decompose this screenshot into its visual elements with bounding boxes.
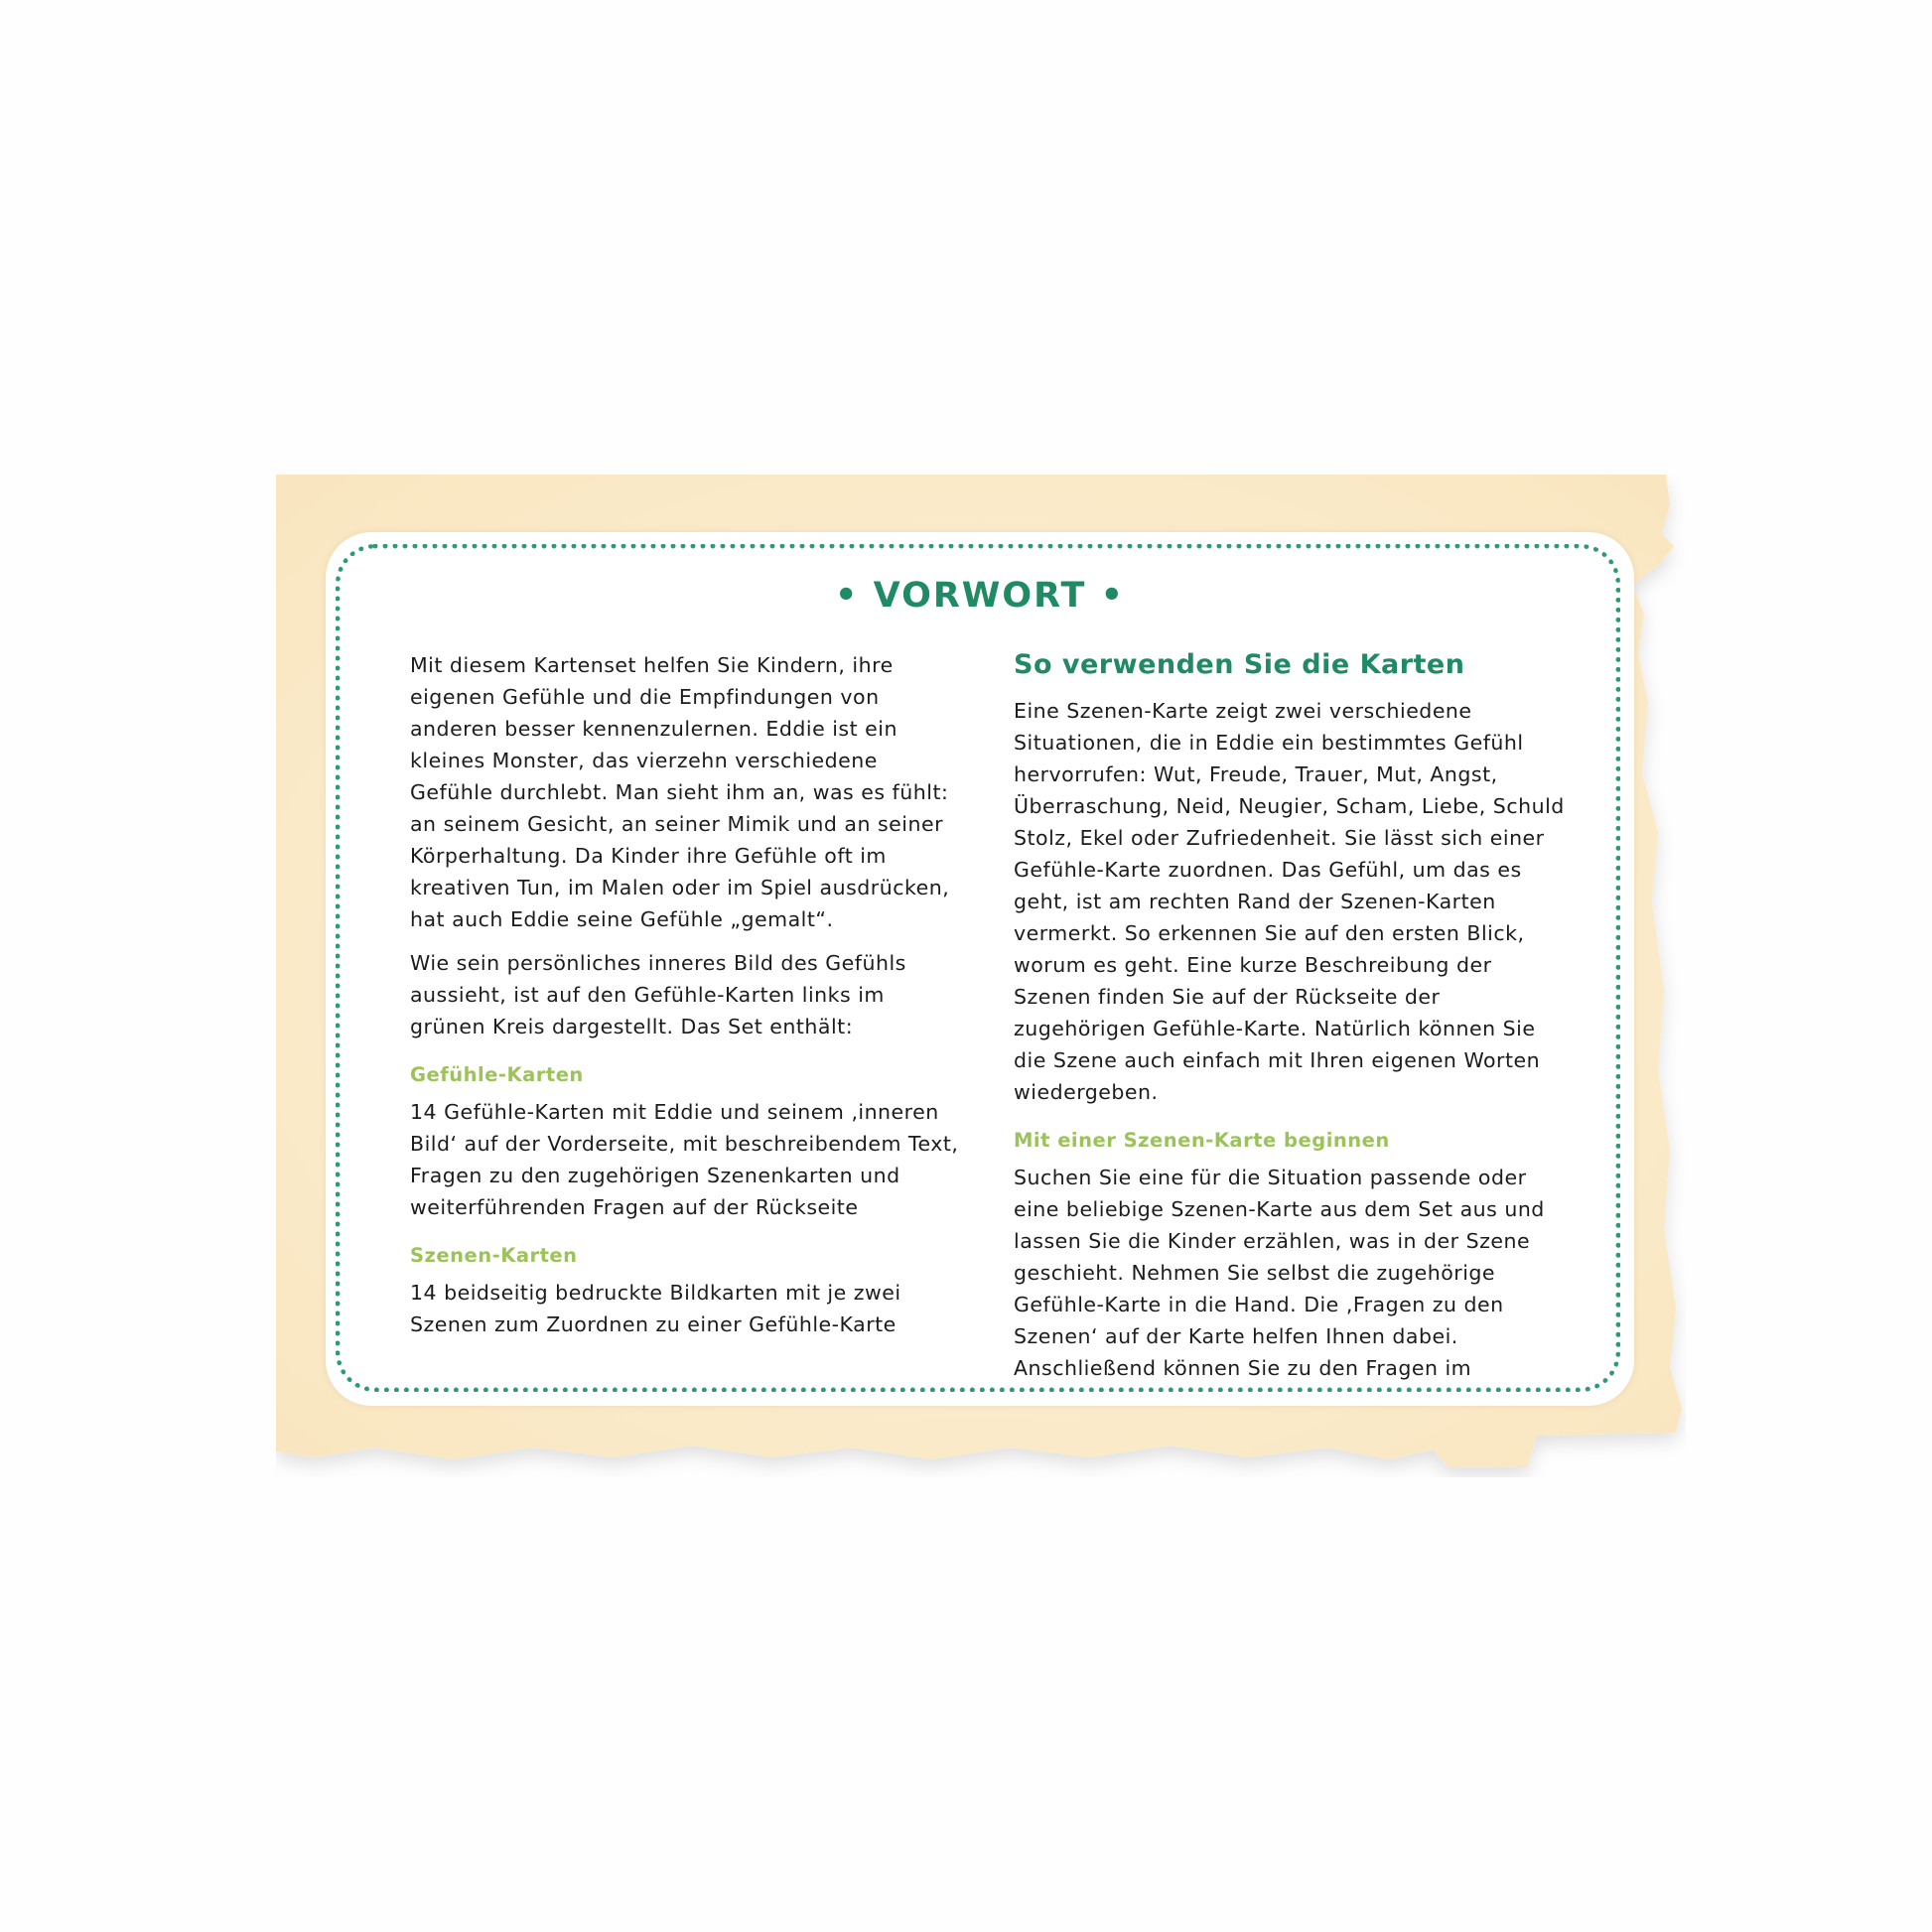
scene-cards-heading: Szenen-Karten — [410, 1244, 578, 1267]
card-content-panel — [326, 532, 1634, 1406]
start-with-scene-text: Suchen Sie eine für die Situation passende oder eine beliebige Szenen-Karte aus dem Set aus und lassen Sie die Kinder erzählen, was in der Szene geschieht. Nehmen Sie selbst die zugehörige Gefühle-Karte in die Hand. Die ‚Fragen zu den Szenen‘ auf der Karte helfen Ihnen dabei. Anschließend können Sie zu den Fragen im — [1014, 1166, 1545, 1380]
page-title: • VORWORT • — [835, 576, 1125, 616]
inner-picture-paragraph: Wie sein persönliches inneres Bild des Gefühls aussieht, ist auf den Gefühle-Karten links im grünen Kreis dargestellt. Das Set enthält: — [410, 951, 906, 1038]
left-column — [410, 649, 966, 1352]
usage-heading: So verwenden Sie die Karten — [1014, 649, 1465, 680]
feelings-cards-text: 14 Gefühle-Karten mit Eddie und seinem ‚inneren Bild‘ auf der Vorderseite, mit beschreibendem Text, Fragen zu den zugehörigen Szenenkarten und weiterführenden Fragen auf der Rückseite — [410, 1100, 959, 1219]
usage-paragraph: Eine Szenen-Karte zeigt zwei verschiedene Situationen, die in Eddie ein bestimmtes Gefühl hervorrufen: Wut, Freude, Trauer, Mut, Angst, Überraschung, Neid, Neugier, Scham, Liebe, Schuld Stolz, Ekel oder Zufriedenheit. Sie lässt sich einer Gefühle-Karte zuordnen. Das Gefühl, um das es geht, ist am rechten Rand der Szenen-Karten vermerkt. So erkennen Sie auf den ersten Blick, worum es geht. Eine kurze Beschreibung der Szenen finden Sie auf der Rückseite der zugehörigen Gefühle-Karte. Natürlich können Sie die Szene auch einfach mit Ihren eigenen Worten wiedergeben. — [1014, 699, 1565, 1104]
scene-cards-text: 14 beidseitig bedruckte Bildkarten mit je zwei Szenen zum Zuordnen zu einer Gefühle-Karte — [410, 1281, 901, 1336]
start-with-scene-heading: Mit einer Szenen-Karte beginnen — [1014, 1129, 1390, 1152]
preface-card — [276, 475, 1686, 1477]
feelings-cards-heading: Gefühle-Karten — [410, 1063, 584, 1086]
intro-paragraph: Mit diesem Kartenset helfen Sie Kindern, ihre eigenen Gefühle und die Empfindungen von anderen besser kennenzulernen. Eddie ist ein kleines Monster, das vierzehn verschiedene Gefühle durchlebt. Man sieht ihm an, was es fühlt: an seinem Gesicht, an seiner Mimik und an seiner Körperhaltung. Da Kinder ihre Gefühle oft im kreativen Tun, im Malen oder im Spiel ausdrücken, hat auch Eddie seine Gefühle „gemalt“. — [410, 653, 950, 931]
right-column — [1014, 649, 1570, 1396]
